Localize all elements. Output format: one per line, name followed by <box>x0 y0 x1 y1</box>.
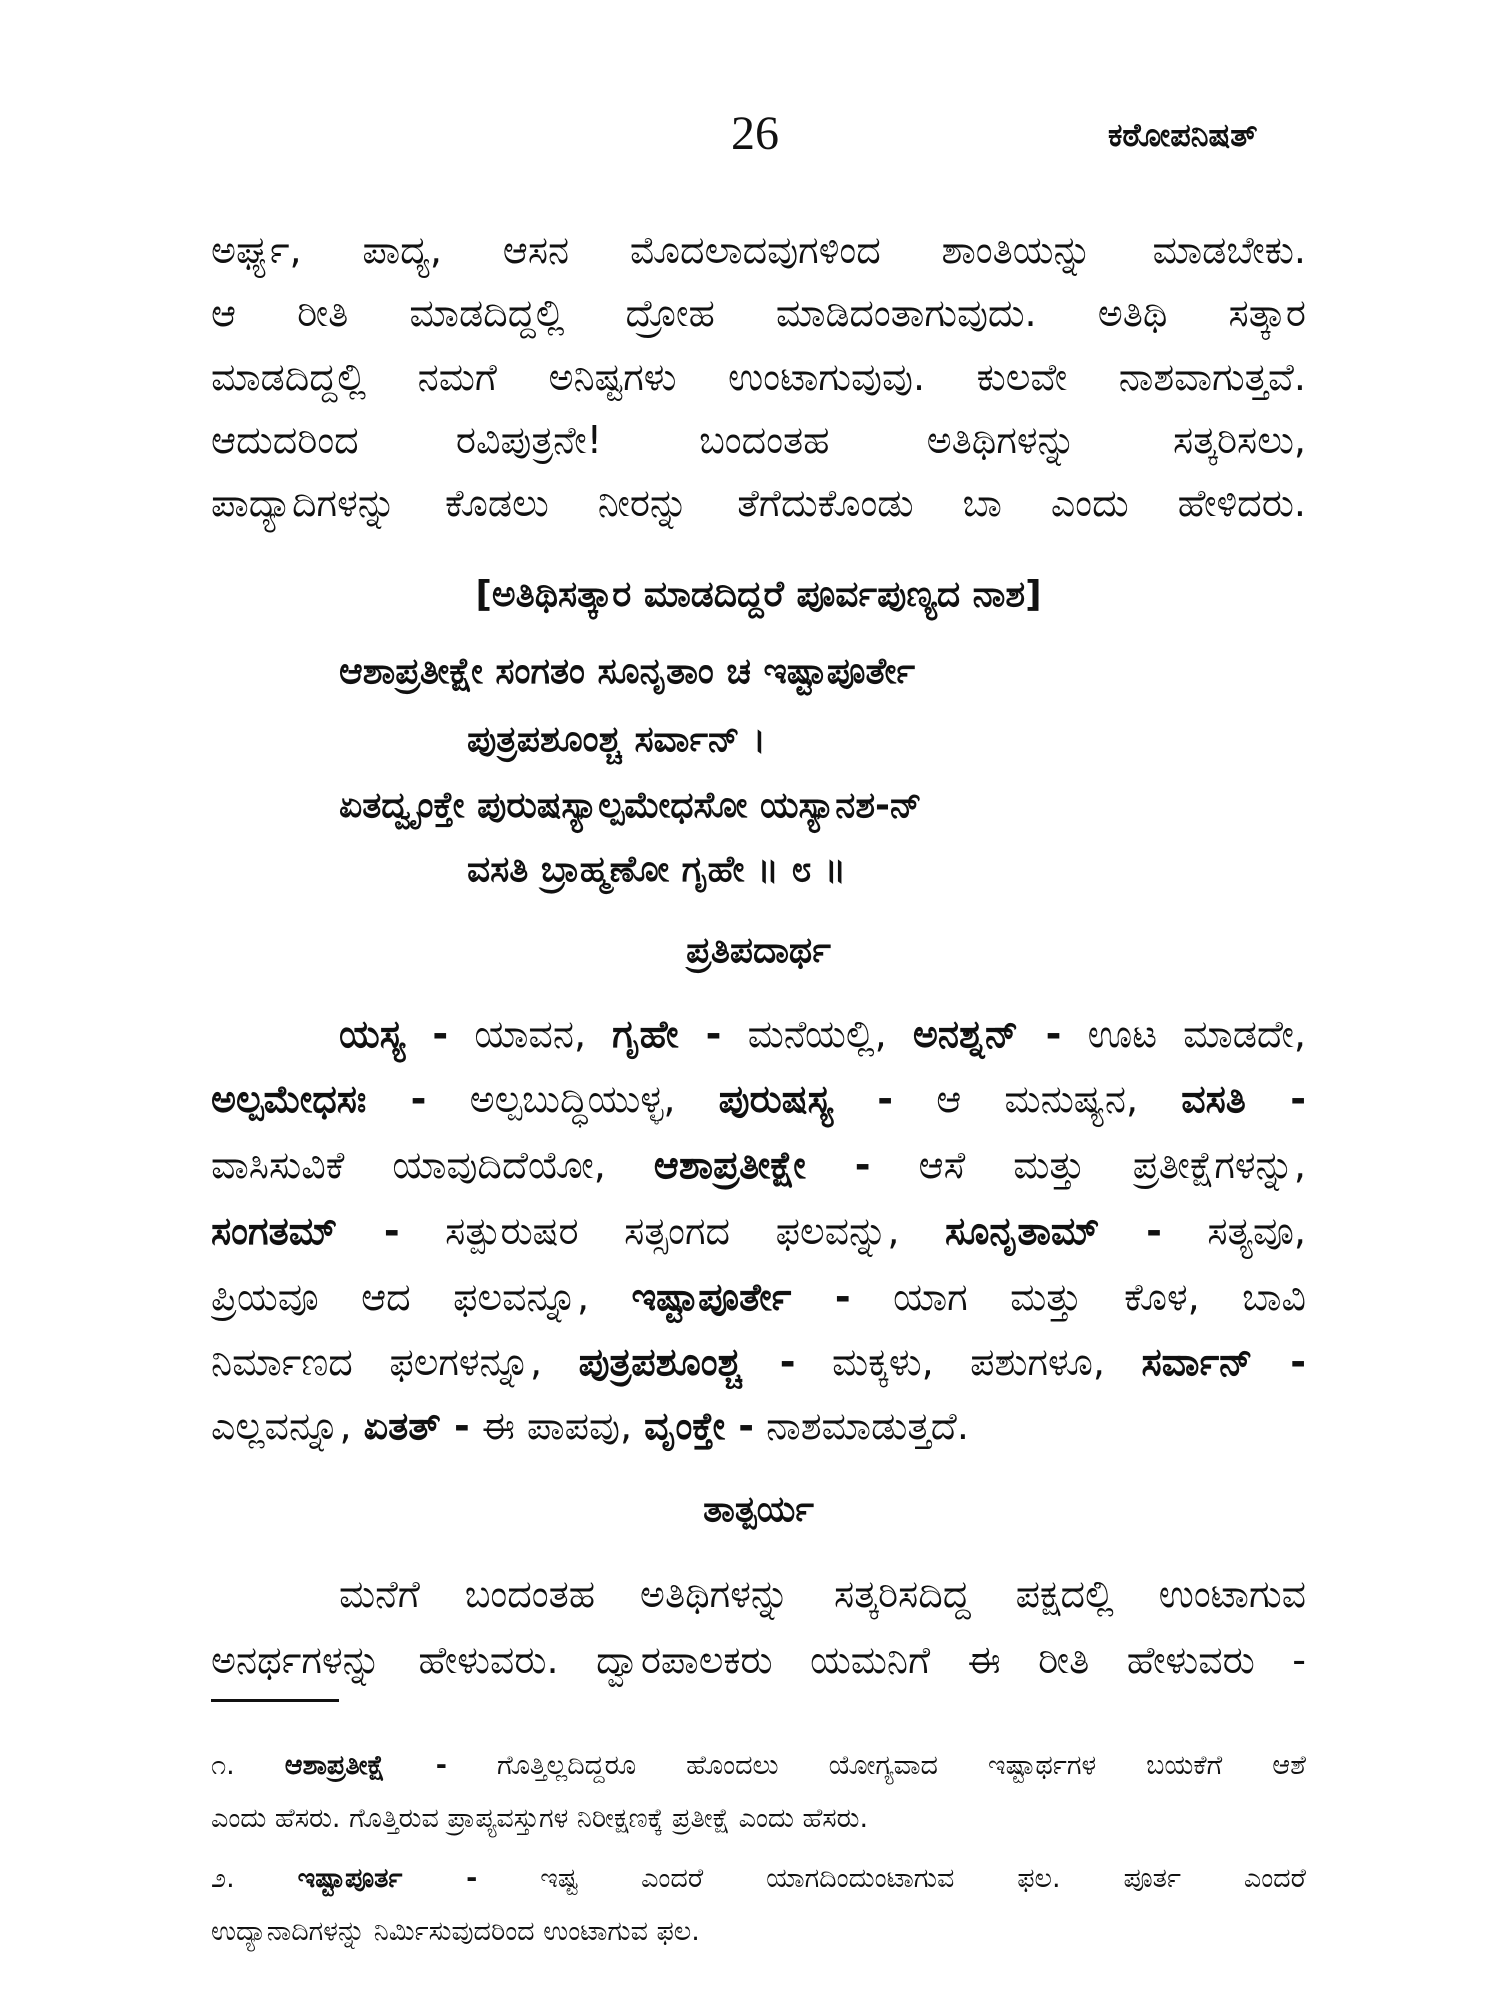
term-label: ವೃಂಕ್ತೇ - <box>644 1404 755 1448</box>
page-number: 26 <box>731 107 779 160</box>
paragraph-line: ಅರ್ಘ್ಯ, ಪಾದ್ಯ, ಆಸನ ಮೊದಲಾದವುಗಳಿಂದ ಶಾಂತಿಯನ್ನು ಮಾಡಬೇಕು. <box>211 228 1306 272</box>
footnote-term: ಆಶಾಪ್ರತೀಕ್ಷೆ - <box>284 1750 447 1781</box>
footnote-rule <box>211 1699 339 1702</box>
word-meaning-line <box>211 1265 1306 1329</box>
footnote-text: ಇಷ್ಟ ಎಂದರೆ ಯಾಗದಿಂದುಂಟಾಗುವ ಫಲ. ಪೂರ್ತ ಎಂದರೆ <box>540 1863 1306 1894</box>
term-label: ಸೂನೃತಾಮ್ - <box>944 1209 1162 1253</box>
term-label: ಸರ್ವಾನ್ - <box>1141 1340 1306 1384</box>
verse-line: ಪುತ್ರಪಶೂಂಶ್ಚ ಸರ್ವಾನ್ । <box>467 719 766 760</box>
meaning-text: ಈ ಪಾಪವು, <box>481 1404 633 1448</box>
meaning-text: ನಿರ್ಮಾಣದ ಫಲಗಳನ್ನೂ, <box>211 1340 543 1384</box>
paragraph-line: ಆದುದರಿಂದ ರವಿಪುತ್ರನೇ! ಬಂದಂತಹ ಅತಿಥಿಗಳನ್ನು ಸತ್ಕರಿಸಲು, <box>211 418 1306 462</box>
footnote-text: ಗೊತ್ತಿಲ್ಲದಿದ್ದರೂ ಹೊಂದಲು ಯೋಗ್ಯವಾದ ಇಷ್ಟಾರ್ಥಗಳ ಬಯಕೆಗೆ ಆಶೆ <box>497 1750 1306 1781</box>
word-meaning-line <box>211 1067 1306 1131</box>
footnote-term: ಇಷ್ಟಾಪೂರ್ತ - <box>297 1863 478 1894</box>
meaning-text: ಮಕ್ಕಳು, ಪಶುಗಳೂ, <box>832 1340 1105 1384</box>
verse-line: ಆಶಾಪ್ರತೀಕ್ಷೇ ಸಂಗತಂ ಸೂನೃತಾಂ ಚ ಇಷ್ಟಾಪೂರ್ತೇ <box>339 651 916 692</box>
term-label: ಅನಶ್ನನ್ - <box>912 1012 1062 1056</box>
term-label: ಏತತ್ - <box>363 1404 470 1448</box>
meaning-text: ಆಸೆ ಮತ್ತು ಪ್ರತೀಕ್ಷೆಗಳನ್ನು, <box>918 1143 1306 1187</box>
verse-line: ಏತದ್ವೃಂಕ್ತೇ ಪುರುಷಸ್ಯಾಲ್ಪಮೇಧಸೋ ಯಸ್ಯಾನಶ-ನ್ <box>339 785 922 826</box>
term-label: ಯಸ್ಯ - <box>339 1012 449 1056</box>
paragraph-line: ಆ ರೀತಿ ಮಾಡದಿದ್ದಲ್ಲಿ ದ್ರೋಹ ಮಾಡಿದಂತಾಗುವುದು. ಅತಿಥಿ ಸತ್ಕಾರ <box>211 291 1306 335</box>
purport-line: ಮನೆಗೆ ಬಂದಂತಹ ಅತಿಥಿಗಳನ್ನು ಸತ್ಕರಿಸದಿದ್ದ ಪಕ್ಷದಲ್ಲಿ ಉಂಟಾಗುವ <box>339 1572 1306 1616</box>
running-title: ಕಠೋಪನಿಷತ್ <box>1108 116 1258 154</box>
footnote-line: ಎಂದು ಹೆಸರು. ಗೊತ್ತಿರುವ ಪ್ರಾಪ್ಯವಸ್ತುಗಳ ನಿರೀಕ್ಷಣಕ್ಕೆ ಪ್ರತೀಕ್ಷೆ ಎಂದು ಹೆಸರು. <box>211 1803 869 1834</box>
purport-heading: ತಾತ್ಪರ್ಯ <box>703 1489 814 1530</box>
word-meaning-line <box>211 1133 1306 1197</box>
meaning-text: ಮನೆಯಲ್ಲಿ, <box>747 1012 887 1056</box>
meaning-text: ಅಲ್ಪಬುದ್ಧಿಯುಳ್ಳ, <box>469 1077 676 1121</box>
meaning-text: ಸತ್ಯವೂ, <box>1207 1209 1306 1253</box>
meaning-text: ಊಟ ಮಾಡದೇ, <box>1087 1012 1306 1056</box>
term-label: ಸಂಗತಮ್ - <box>211 1209 400 1253</box>
footnote-line: ಉದ್ಯಾನಾದಿಗಳನ್ನು ನಿರ್ಮಿಸುವುದರಿಂದ ಉಂಟಾಗುವ ಫಲ. <box>211 1916 700 1947</box>
term-label: ಪುರುಷಸ್ಯ - <box>718 1077 894 1121</box>
meaning-text: ಎಲ್ಲವನ್ನೂ, <box>211 1404 352 1448</box>
word-meanings-heading: ಪ್ರತಿಪದಾರ್ಥ <box>686 930 831 971</box>
term-label: ಆಶಾಪ್ರತೀಕ್ಷೇ - <box>653 1143 871 1187</box>
word-meaning-line <box>211 1199 1306 1263</box>
meaning-text: ನಾಶಮಾಡುತ್ತದೆ. <box>766 1404 969 1448</box>
term-label: ಗೃಹೇ - <box>612 1012 722 1056</box>
term-label: ಪುತ್ರಪಶೂಂಶ್ಚ - <box>578 1340 796 1384</box>
term-label: ಇಷ್ಟಾಪೂರ್ತೇ - <box>631 1275 851 1319</box>
footnote-number: ೧. <box>211 1750 235 1781</box>
word-meaning-line <box>211 1330 1306 1394</box>
footnote-line <box>211 1856 1306 1902</box>
paragraph-line: ಪಾದ್ಯಾದಿಗಳನ್ನು ಕೊಡಲು ನೀರನ್ನು ತೆಗೆದುಕೊಂಡು ಬಾ ಎಂದು ಹೇಳಿದರು. <box>211 481 1306 525</box>
meaning-text: ಆ ಮನುಷ್ಯನ, <box>936 1077 1139 1121</box>
word-meaning-line <box>339 1002 1306 1066</box>
meaning-text: ವಾಸಿಸುವಿಕೆ ಯಾವುದಿದೆಯೋ, <box>211 1143 606 1187</box>
meaning-text: ಯಾವನ, <box>474 1012 587 1056</box>
footnote-number: ೨. <box>211 1863 235 1894</box>
term-label: ಅಲ್ಪಮೇಧಸಃ - <box>211 1077 427 1121</box>
footnote-line <box>211 1743 1306 1789</box>
word-meaning-line <box>211 1394 1306 1458</box>
meaning-text: ಪ್ರಿಯವೂ ಆದ ಫಲವನ್ನೂ, <box>211 1275 590 1319</box>
meaning-text: ಯಾಗ ಮತ್ತು ಕೊಳ, ಬಾವಿ <box>893 1275 1306 1319</box>
paragraph-line: ಮಾಡದಿದ್ದಲ್ಲಿ ನಮಗೆ ಅನಿಷ್ಟಗಳು ಉಂಟಾಗುವುವು. ಕುಲವೇ ನಾಶವಾಗುತ್ತವೆ. <box>211 355 1306 399</box>
purport-line: ಅನರ್ಥಗಳನ್ನು ಹೇಳುವರು. ದ್ವಾರಪಾಲಕರು ಯಮನಿಗೆ ಈ ರೀತಿ ಹೇಳುವರು - <box>211 1638 1306 1682</box>
term-label: ವಸತಿ - <box>1181 1077 1306 1121</box>
verse-line: ವಸತಿ ಬ್ರಾಹ್ಮಣೋ ಗೃಹೇ ॥ ೮ ॥ <box>467 849 847 890</box>
section-heading: [ಅತಿಥಿಸತ್ಕಾರ ಮಾಡದಿದ್ದರೆ ಪೂರ್ವಪುಣ್ಯದ ನಾಶ] <box>475 574 1042 615</box>
meaning-text: ಸತ್ಪುರುಷರ ಸತ್ಸಂಗದ ಫಲವನ್ನು, <box>445 1209 900 1253</box>
